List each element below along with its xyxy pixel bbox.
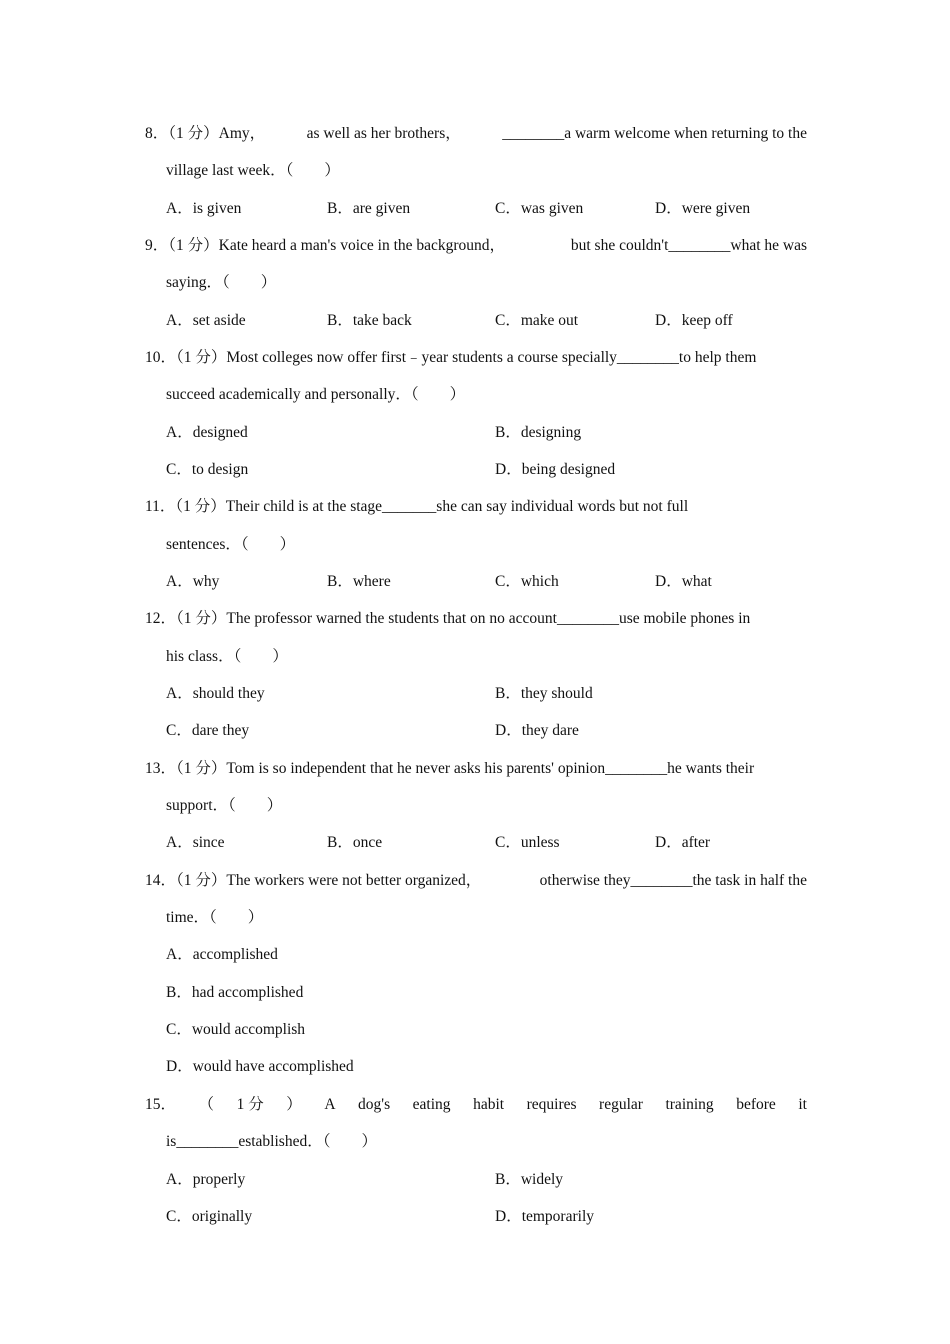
question-11-line-1 (145, 497, 807, 517)
question-12-line-2: his class．（ ） (166, 648, 288, 665)
question-11-line-2: sentences．（ ） (166, 536, 296, 553)
question-15-text: ） (286, 1096, 302, 1113)
question-8-option-b[interactable]: B．are given (327, 200, 411, 217)
question-8-text: ________a warm welcome when returning to the (502, 125, 807, 142)
question-15-text: regular (599, 1096, 643, 1113)
question-15-text: training (665, 1096, 714, 1113)
question-13-line-2: support．（ ） (166, 797, 283, 814)
question-9-text: 9．（1 分）Kate heard a man's voice in the background， (145, 237, 506, 254)
question-15-option-d[interactable]: D．temporarily (495, 1208, 595, 1225)
question-8-option-a[interactable]: A．is given (166, 200, 242, 217)
question-14-option-c[interactable]: C．would accomplish (166, 1021, 306, 1038)
question-8-option-d[interactable]: D．were given (655, 200, 751, 217)
question-9-option-a[interactable]: A．set aside (166, 312, 246, 329)
question-12-option-b[interactable]: B．they should (495, 685, 593, 702)
question-15-text: 1 分 (236, 1096, 264, 1113)
question-12-option-a[interactable]: A．should they (166, 685, 265, 702)
question-8-text: 8．（1 分）Amy， (145, 125, 266, 142)
question-8-line-1 (145, 124, 807, 144)
question-15-option-a[interactable]: A．properly (166, 1171, 246, 1188)
question-9-option-c[interactable]: C．make out (495, 312, 579, 329)
question-12-line-1 (145, 609, 807, 629)
question-8-option-c[interactable]: C．was given (495, 200, 584, 217)
question-14-line-1 (145, 871, 807, 891)
question-12-option-d[interactable]: D．they dare (495, 722, 579, 739)
question-8-line-2: village last week．（ ） (166, 162, 340, 179)
question-9-line-1 (145, 236, 807, 256)
question-12-text: 12．（1 分）The professor warned the students that on no account________use mobile phones in (145, 610, 751, 627)
question-13-option-c[interactable]: C．unless (495, 834, 560, 851)
question-11-option-c[interactable]: C．which (495, 573, 559, 590)
question-14-text: 14．（1 分）The workers were not better organized， (145, 872, 482, 889)
question-15-text: habit (473, 1096, 505, 1113)
question-15-text: before (736, 1096, 776, 1113)
question-15-text: it (798, 1096, 807, 1113)
question-9-option-d[interactable]: D．keep off (655, 312, 733, 329)
question-11-option-d[interactable]: D．what (655, 573, 712, 590)
question-13-option-d[interactable]: D．after (655, 834, 711, 851)
question-11-option-a[interactable]: A．why (166, 573, 220, 590)
question-10-option-c[interactable]: C．to design (166, 461, 249, 478)
question-15-line-1 (145, 1095, 807, 1115)
question-10-text: 10．（1 分）Most colleges now offer first﹣year students a course specially________to help them (145, 349, 757, 366)
question-11-option-b[interactable]: B．where (327, 573, 391, 590)
question-15-text: requires (526, 1096, 577, 1113)
question-10-option-b[interactable]: B．designing (495, 424, 582, 441)
question-14-text: otherwise they________the task in half the (539, 872, 807, 889)
question-15-option-b[interactable]: B．widely (495, 1171, 564, 1188)
question-9-line-2: saying．（ ） (166, 274, 277, 291)
question-12-option-c[interactable]: C．dare they (166, 722, 250, 739)
question-15-text: dog's (358, 1096, 391, 1113)
question-15-line-2: is________established．（ ） (166, 1133, 377, 1150)
question-15-text: A (324, 1096, 336, 1113)
question-15-option-c[interactable]: C．originally (166, 1208, 253, 1225)
question-11-text: 11．（1 分）Their child is at the stage_______she can say individual words but not full (145, 498, 689, 515)
question-15-text: （ (198, 1096, 215, 1113)
question-10-option-d[interactable]: D．being designed (495, 461, 616, 478)
question-14-line-2: time．（ ） (166, 909, 264, 926)
question-13-option-b[interactable]: B．once (327, 834, 383, 851)
question-14-option-d[interactable]: D．would have accomplished (166, 1058, 354, 1075)
question-14-option-a[interactable]: A．accomplished (166, 946, 278, 963)
question-13-text: 13．（1 分）Tom is so independent that he never asks his parents' opinion________he wants their (145, 760, 755, 777)
question-15-text: eating (412, 1096, 451, 1113)
question-10-line-1 (145, 348, 807, 368)
question-14-option-b[interactable]: B．had accomplished (166, 984, 304, 1001)
question-10-line-2: succeed academically and personally．（ ） (166, 386, 466, 403)
question-10-option-a[interactable]: A．designed (166, 424, 248, 441)
question-13-option-a[interactable]: A．since (166, 834, 225, 851)
question-9-option-b[interactable]: B．take back (327, 312, 412, 329)
question-9-text: but she couldn't________what he was (570, 237, 807, 254)
question-13-line-1 (145, 759, 807, 779)
question-15-text: 15． (145, 1096, 177, 1113)
question-8-text: as well as her brothers， (306, 125, 461, 142)
